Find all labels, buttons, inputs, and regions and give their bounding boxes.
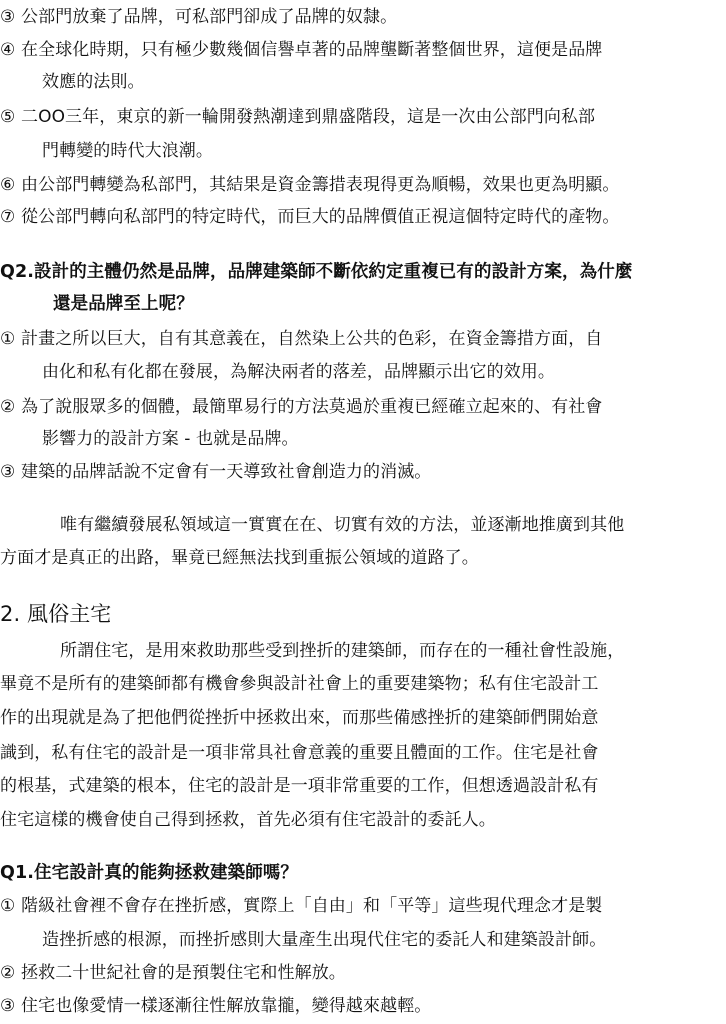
list-item: [0, 461, 726, 483]
body-paragraph-line: 畢竟不是所有的建築師都有機會參與設計社會上的重要建築物；私有住宅設計工: [0, 674, 599, 694]
item-text: 公部門放棄了品牌，可私部門卻成了品牌的奴隸。: [21, 7, 398, 27]
list-item-continuation: [42, 71, 726, 93]
question-heading: Q1.住宅設計真的能夠拯救建築師嗎？: [0, 863, 298, 883]
item-number: ⑤: [0, 107, 16, 127]
item-text: 由公部門轉變為私部門，其結果是資金籌措表現得更為順暢，效果也更為明顯。: [21, 175, 620, 195]
item-text: 造挫折感的根源，而挫折感則大量產生出現代住宅的委託人和建築設計師。: [42, 930, 607, 950]
item-number: ②: [0, 397, 16, 417]
item-number: ①: [0, 896, 16, 916]
item-number: ④: [0, 40, 16, 60]
item-number: ⑥: [0, 175, 16, 195]
list-item: [0, 106, 726, 128]
item-number: ③: [0, 7, 16, 27]
list-item: [0, 995, 726, 1017]
item-text: 從公部門轉向私部門的特定時代，而巨大的品牌價值正視這個特定時代的產物。: [21, 207, 620, 227]
body-paragraph-line: 住宅這樣的機會使自己得到拯救，首先必須有住宅設計的委託人。: [0, 810, 496, 830]
list-item: [0, 206, 726, 228]
body-paragraph-line: 識到，私有住宅的設計是一項非常具社會意義的重要且體面的工作。住宅是社會: [0, 743, 599, 763]
item-number: ⑦: [0, 207, 16, 227]
list-item-continuation: [42, 140, 726, 162]
list-item: [0, 174, 726, 196]
body-paragraph-line: 的根基，式建築的根本，住宅的設計是一項非常重要的工作，但想透過設計私有: [0, 776, 599, 796]
list-item-continuation: [42, 361, 726, 383]
item-number: ③: [0, 996, 16, 1016]
list-item: [0, 6, 726, 28]
question-heading-continuation: 還是品牌至上呢？: [53, 294, 194, 314]
list-item-continuation: [42, 428, 726, 450]
section-heading: 2. 風俗主宅: [0, 602, 112, 626]
conclusion-paragraph-line: 方面才是真正的出路，畢竟已經無法找到重振公領域的道路了。: [0, 548, 479, 568]
item-text: 建築的品牌話說不定會有一天導致社會創造力的消滅。: [21, 462, 432, 482]
item-text: 階級社會裡不會存在挫折感，實際上「自由」和「平等」這些現代理念才是製: [21, 896, 603, 916]
item-text: 住宅也像愛情一樣逐漸往性解放靠攏，變得越來越輕。: [21, 996, 432, 1016]
conclusion-paragraph-line: 唯有繼續發展私領域這一實實在在、切實有效的方法，並逐漸地推廣到其他: [60, 515, 625, 535]
item-text: 計畫之所以巨大，自有其意義在，自然染上公共的色彩，在資金籌措方面，自: [21, 329, 603, 349]
list-item: [0, 39, 726, 61]
item-text: 拯救二十世紀社會的是預製住宅和性解放。: [21, 963, 346, 983]
question-heading: Q2.設計的主體仍然是品牌，品牌建築師不斷依約定重複已有的設計方案，為什麼: [0, 262, 633, 282]
list-item-continuation: [42, 929, 726, 951]
list-item: [0, 328, 726, 350]
item-number: ③: [0, 462, 16, 482]
item-text: 影響力的設計方案 - 也就是品牌。: [42, 429, 299, 449]
body-paragraph-line: 所謂住宅，是用來救助那些受到挫折的建築師，而存在的一種社會性設施，: [60, 641, 625, 661]
list-item: [0, 895, 726, 917]
item-text: 為了說服眾多的個體，最簡單易行的方法莫過於重複已經確立起來的、有社會: [21, 397, 603, 417]
list-item: [0, 396, 726, 418]
item-number: ②: [0, 963, 16, 983]
item-text: 效應的法則。: [42, 72, 145, 92]
list-item: [0, 962, 726, 984]
body-paragraph-line: 作的出現就是為了把他們從挫折中拯救出來，而那些備感挫折的建築師們開始意: [0, 708, 599, 728]
item-number: ①: [0, 329, 16, 349]
item-text: 二OO三年，東京的新一輪開發熱潮達到鼎盛階段，這是一次由公部門向私部: [21, 107, 596, 127]
item-text: 由化和私有化都在發展，為解決兩者的落差，品牌顯示出它的效用。: [42, 362, 555, 382]
item-text: 在全球化時期，只有極少數幾個信譽卓著的品牌壟斷著整個世界，這便是品牌: [21, 40, 603, 60]
item-text: 門轉變的時代大浪潮。: [42, 141, 213, 161]
